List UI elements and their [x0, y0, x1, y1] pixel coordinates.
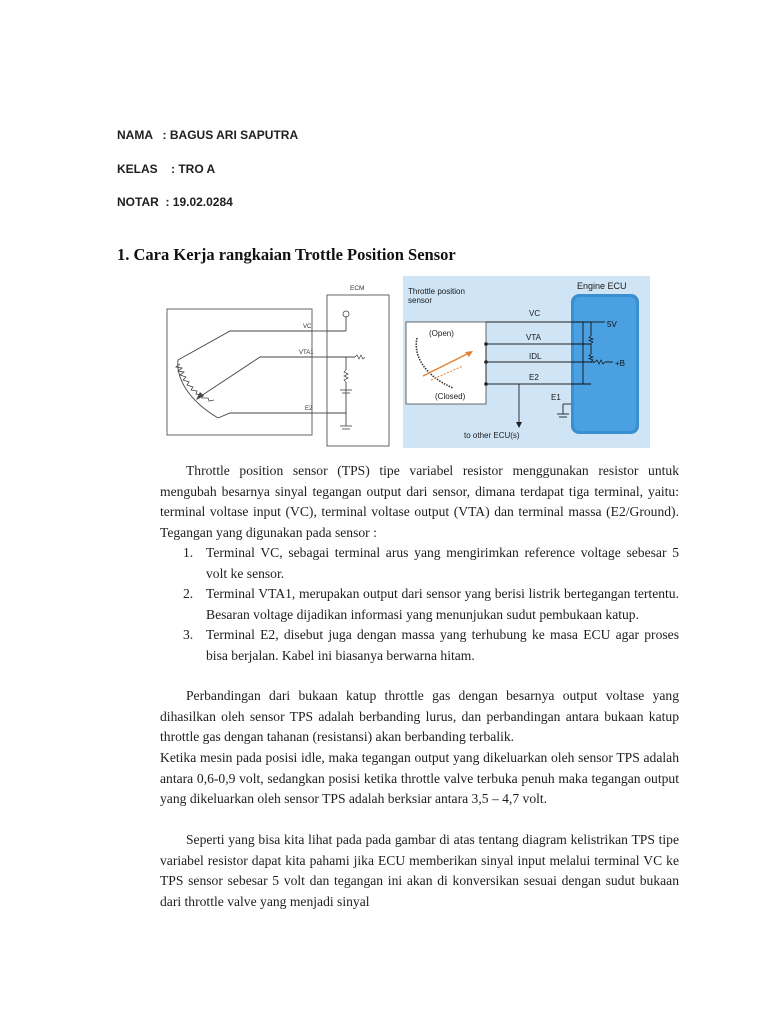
- tps-engine-ecu-diagram: [403, 276, 650, 448]
- student-name: NAMA : BAGUS ARI SAPUTRA: [117, 128, 299, 142]
- paragraph-intro: Throttle position sensor (TPS) tipe variabel resistor menggunakan resistor untuk mengubah besarnya sinyal tegangan output dari sensor, dimana terdapat tiga terminal, yaitu: terminal voltase input (VC), terminal voltase output (VTA) dan terminal massa (E2/Ground). Tegangan yang digunakan pada sensor :: [160, 463, 679, 540]
- open-label: (Open): [429, 329, 454, 338]
- ecm-label: ECM: [350, 285, 365, 292]
- sensor-title-line1: Throttle position: [408, 287, 465, 296]
- paragraph-ratio: Perbandingan dari bukaan katup throttle gas dengan besarnya output voltase yang dihasilkan oleh sensor TPS adalah berbanding lurus, dan perbandingan antara bukaan katup throttle gas dengan tahanan (resistansi) akan berbanding terbalik.: [160, 688, 679, 744]
- sensor-title-line2: sensor: [408, 296, 433, 305]
- e1-terminal-label: E1: [551, 393, 561, 402]
- plus-b-label: +B: [615, 359, 626, 368]
- vta-terminal-label: VTA: [526, 333, 541, 342]
- e2-terminal-label: E2: [529, 373, 539, 382]
- list-text: Terminal E2, disebut juga dengan massa yang terhubung ke masa ECU agar proses bisa berjalan. Kabel ini biasanya berwarna hitam.: [206, 627, 679, 663]
- vta1-label: VTA1: [299, 350, 314, 356]
- vc-terminal-label: VC: [529, 309, 541, 318]
- list-text: Terminal VTA1, merupakan output dari sensor yang berisi listrik bertegangan tertentu. Besaran voltage dijadikan informasi yang menunjukan sudut pembukaan katup.: [206, 586, 679, 622]
- terminal-list: [160, 543, 679, 666]
- paragraph-idle-voltage: Ketika mesin pada posisi idle, maka tegangan output yang dikeluarkan oleh sensor TPS adalah antara 0,6-0,9 volt, sedangkan posisi ketika throttle valve terbuka penuh maka tegangan output yang dikeluarkan oleh sensor TPS adalah berksiar antara 3,5 – 4,7 volt.: [160, 750, 679, 806]
- idl-terminal-label: IDL: [529, 352, 542, 361]
- list-number: 2.: [183, 586, 194, 601]
- list-item: [160, 543, 679, 584]
- engine-ecu-label: Engine ECU: [577, 281, 627, 291]
- paragraph-diagram-explanation: Seperti yang bisa kita lihat pada pada gambar di atas tentang diagram kelistrikan TPS tipe variabel resistor dapat kita pahami jika ECU memberikan sinyal input melalui terminal VC ke TPS sensor sebesar 5 volt dan tegangan ini akan di konversikan sesuai dengan sudut bukaan dari throttle valve yang menjadi sinyal: [160, 832, 679, 909]
- list-number: 3.: [183, 627, 194, 642]
- ecm-circuit-diagram: [160, 278, 392, 450]
- closed-label: (Closed): [435, 392, 466, 401]
- 5v-label: 5V: [607, 320, 617, 329]
- to-other-ecu-label: to other ECU(s): [464, 431, 520, 440]
- list-item: [160, 584, 679, 625]
- e2-label: E2: [305, 406, 313, 412]
- student-id: NOTAR : 19.02.0284: [117, 195, 233, 209]
- vc-label: VC: [303, 324, 312, 330]
- list-number: 1.: [183, 545, 194, 560]
- list-item: [160, 625, 679, 666]
- section-heading: 1. Cara Kerja rangkaian Trottle Position Sensor: [117, 245, 456, 264]
- list-text: Terminal VC, sebagai terminal arus yang mengirimkan reference voltage sebesar 5 volt ke sensor.: [206, 545, 679, 581]
- student-class: KELAS : TRO A: [117, 162, 216, 176]
